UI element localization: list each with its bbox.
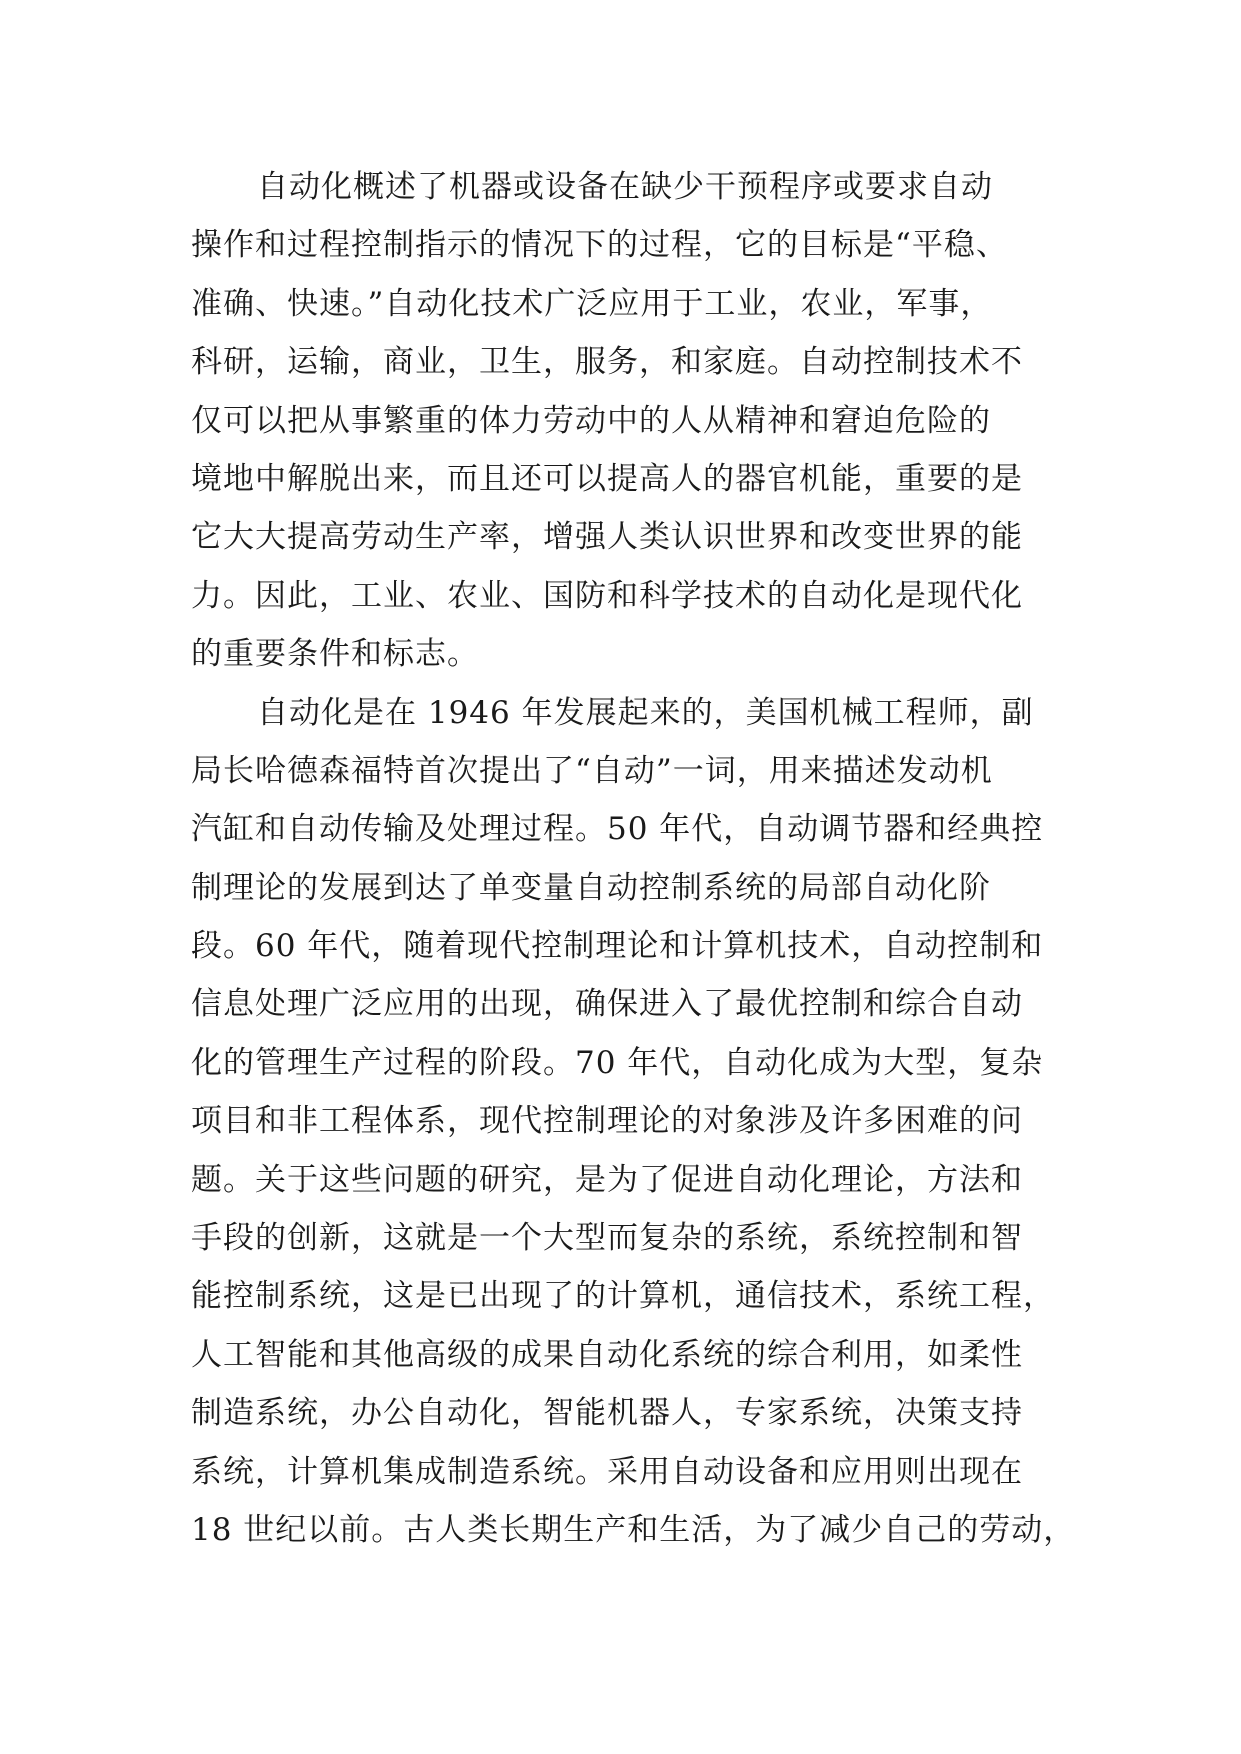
text-line: 操作和过程控制指示的情况下的过程，它的目标是“平稳、	[191, 227, 1008, 264]
document-body	[191, 158, 1076, 1559]
text-line: 的重要条件和标志。	[191, 636, 479, 673]
text-line: 自动化是在 1946 年发展起来的，美国机械工程师，副	[257, 694, 1034, 731]
text-line: 人工智能和其他高级的成果自动化系统的综合利用，如柔性	[191, 1336, 1023, 1373]
text-line: 化的管理生产过程的阶段。70 年代，自动化成为大型，复杂	[191, 1044, 1044, 1081]
text-line: 题。关于这些问题的研究，是为了促进自动化理论，方法和	[191, 1161, 1023, 1198]
paragraph-2	[191, 684, 1076, 1560]
text-line: 境地中解脱出来，而且还可以提高人的器官机能，重要的是	[191, 460, 1023, 497]
paragraph-1	[191, 158, 1071, 684]
text-line: 汽缸和自动传输及处理过程。50 年代，自动调节器和经典控	[191, 811, 1044, 848]
text-line: 18 世纪以前。古人类长期生产和生活，为了减少自己的劳动，	[191, 1511, 1076, 1548]
text-line: 仅可以把从事繁重的体力劳动中的人从精神和窘迫危险的	[191, 402, 991, 439]
text-line: 力。因此，工业、农业、国防和科学技术的自动化是现代化	[191, 577, 1023, 614]
text-line: 段。60 年代，随着现代控制理论和计算机技术，自动控制和	[191, 928, 1044, 965]
text-line: 能控制系统，这是已出现了的计算机，通信技术，系统工程，	[191, 1278, 1055, 1315]
text-line: 制理论的发展到达了单变量自动控制系统的局部自动化阶	[191, 869, 991, 906]
text-line: 准确、快速。”自动化技术广泛应用于工业，农业，军事，	[191, 285, 993, 322]
text-line: 信息处理广泛应用的出现，确保进入了最优控制和综合自动	[191, 986, 1023, 1023]
text-line: 它大大提高劳动生产率，增强人类认识世界和改变世界的能	[191, 519, 1023, 556]
text-line: 项目和非工程体系，现代控制理论的对象涉及许多困难的问	[191, 1103, 1023, 1140]
text-line: 局长哈德森福特首次提出了“自动”一词，用来描述发动机	[191, 752, 993, 789]
text-line: 自动化概述了机器或设备在缺少干预程序或要求自动	[257, 169, 993, 205]
text-line: 手段的创新，这就是一个大型而复杂的系统，系统控制和智	[191, 1220, 1023, 1257]
text-line: 科研，运输，商业，卫生，服务，和家庭。自动控制技术不	[191, 344, 1023, 381]
text-line: 系统，计算机集成制造系统。采用自动设备和应用则出现在	[191, 1453, 1023, 1490]
text-line: 制造系统，办公自动化，智能机器人，专家系统，决策支持	[191, 1395, 1023, 1432]
